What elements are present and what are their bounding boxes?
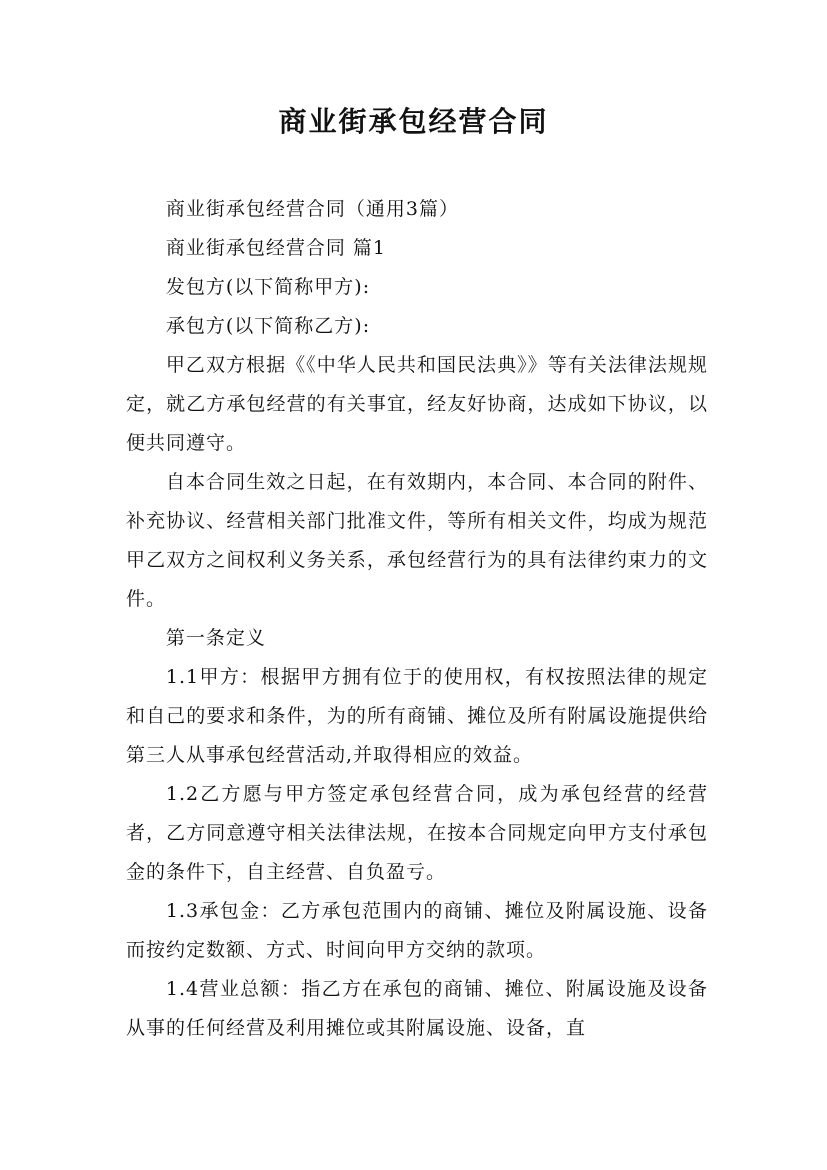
paragraph-clause-1-1: 1.1甲方：根据甲方拥有位于的使用权，有权按照法律的规定和自己的要求和条件，为的所有商铺、摊位及所有附属设施提供给第三人从事承包经营活动,并取得相应的效益。 [126,666,708,766]
paragraph-subtitle: 商业街承包经营合同（通用3篇） [165,198,459,220]
paragraph-clause-1-2: 1.2乙方愿与甲方签定承包经营合同，成为承包经营的经营者，乙方同意遵守相关法律法规，在按本合同规定向甲方支付承包金的条件下，自主经营、自负盈亏。 [126,783,708,883]
document-title: 商业街承包经营合同 [278,105,549,138]
paragraph-party-b: 承包方(以下简称乙方): [165,315,371,337]
paragraph-section-heading: 商业街承包经营合同 篇1 [165,237,387,259]
paragraph-preamble: 甲乙双方根据《《中华人民共和国民法典》》等有关法律法规规定，就乙方承包经营的有关事宜，经友好协商，达成如下协议，以便共同遵守。 [126,354,708,454]
paragraph-party-a: 发包方(以下简称甲方): [165,276,371,298]
paragraph-clause-1-4: 1.4营业总额：指乙方在承包的商铺、摊位、附属设施及设备从事的任何经营及利用摊位或其附属设施、设备，直 [126,978,708,1039]
document-body [126,190,708,1048]
paragraph-article-1-heading: 第一条定义 [165,627,266,649]
paragraph-effectiveness: 自本合同生效之日起，在有效期内，本合同、本合同的附件、补充协议、经营相关部门批准文件，等所有相关文件，均成为规范甲乙双方之间权利义务关系，承包经营行为的具有法律约束力的文件。 [126,471,708,610]
paragraph-clause-1-3: 1.3承包金：乙方承包范围内的商铺、摊位及附属设施、设备而按约定数额、方式、时间向甲方交纳的款项。 [126,900,708,961]
